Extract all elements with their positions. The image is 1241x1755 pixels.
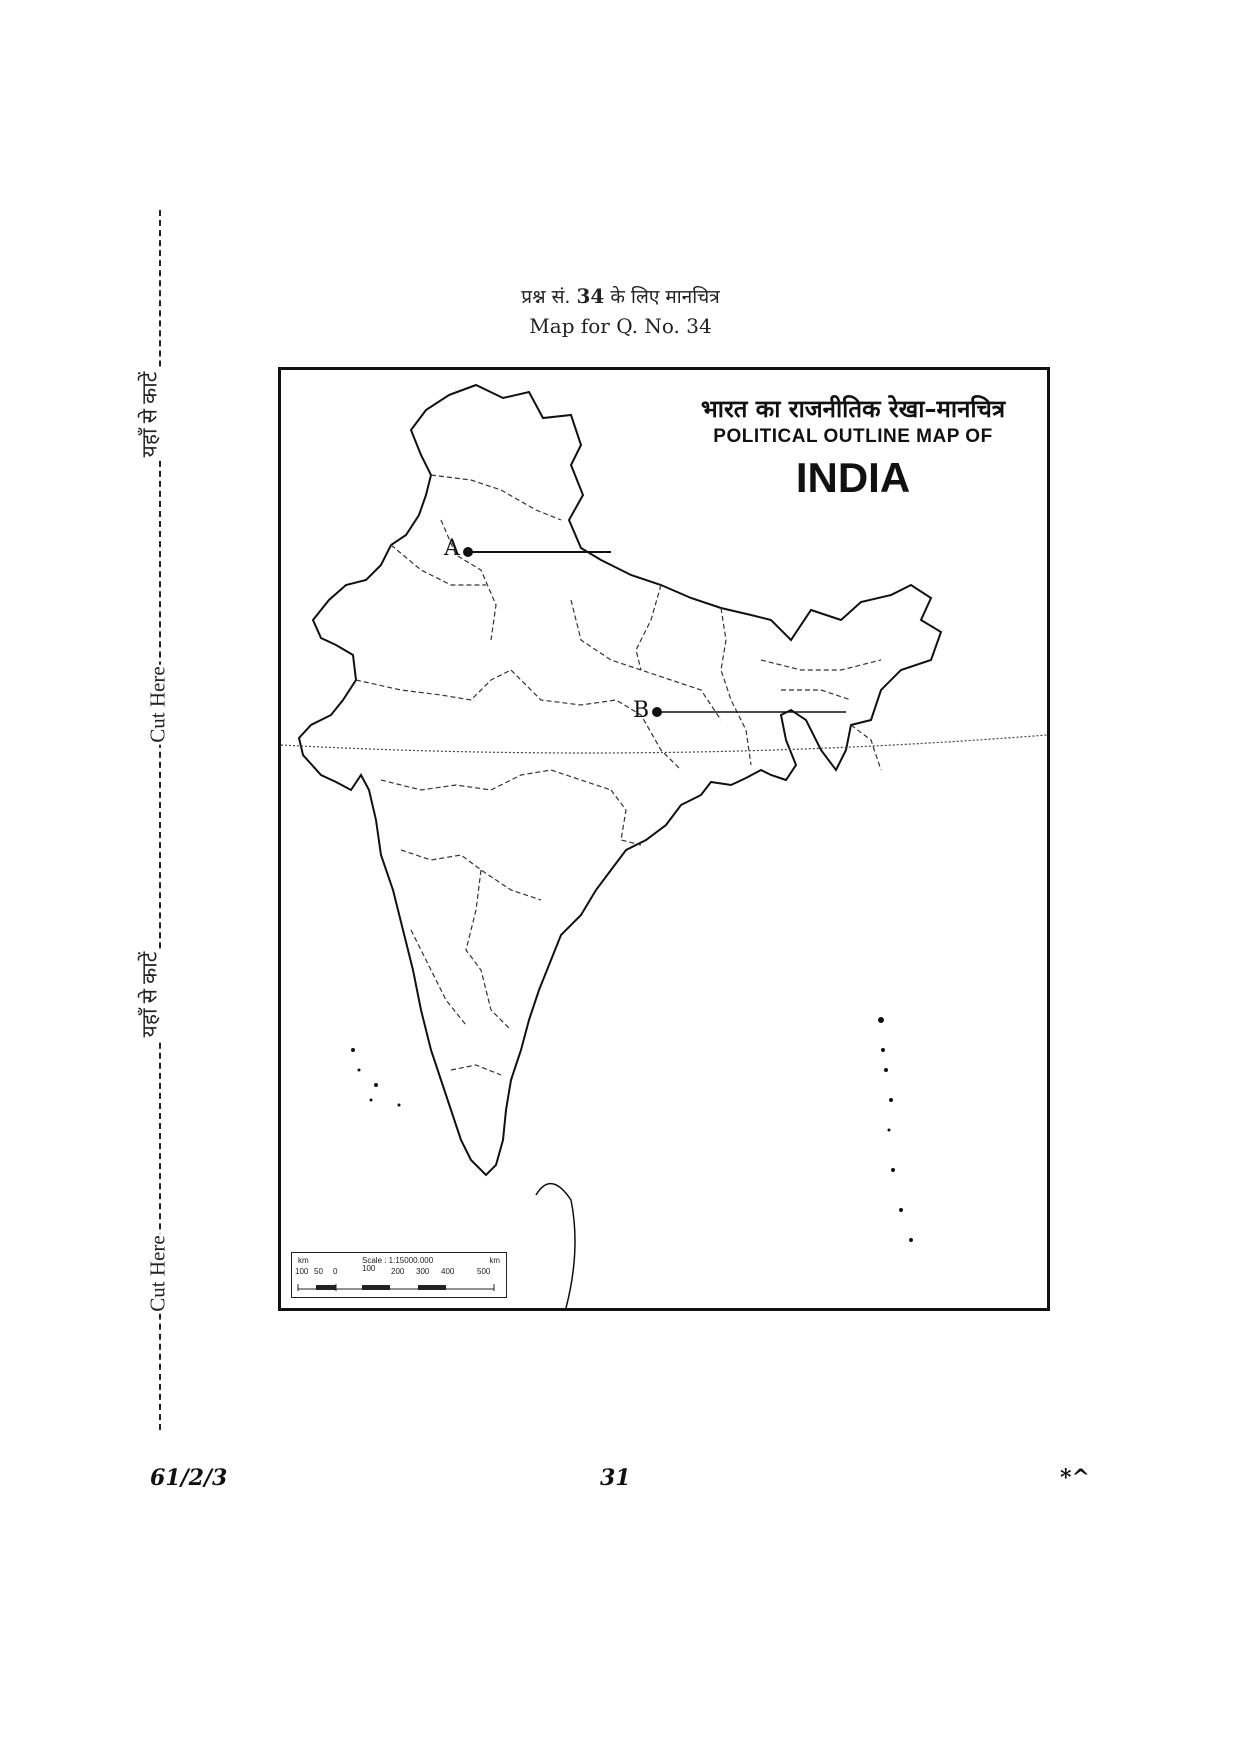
heading-question-number: 34 <box>576 284 605 308</box>
scale-title: Scale : 1:15000.000 <box>362 1256 434 1265</box>
scale-tick-label: 500 <box>477 1267 491 1276</box>
map-title-hindi: भारत का राजनीतिक रेखा–मानचित्र <box>700 395 1006 423</box>
paper-code: 61/2/3 <box>150 1465 228 1491</box>
cut-here-hindi-label: यहाँ से काटें <box>135 950 164 1040</box>
india-outline <box>299 385 941 1175</box>
question-heading-english: Map for Q. No. 34 <box>529 314 712 338</box>
page-number: 31 <box>600 1465 631 1491</box>
cut-here-hindi-label: यहाँ से काटें <box>135 370 164 460</box>
tropic-of-cancer <box>281 735 1047 753</box>
scale-left-unit: km <box>298 1256 309 1265</box>
point-b-label: B <box>633 698 650 723</box>
scale-ruler <box>294 1279 504 1295</box>
islands <box>351 1017 913 1242</box>
cut-here-label: Cut Here <box>144 664 173 744</box>
heading-hindi-suffix: के लिए मानचित्र <box>610 286 720 308</box>
scale-right-unit: km <box>489 1256 500 1265</box>
state-boundaries <box>356 475 881 1075</box>
scale-tick-label: 50 <box>314 1267 323 1276</box>
footer-mark: *^ <box>1060 1465 1090 1491</box>
map-scale-bar <box>291 1252 507 1298</box>
heading-hindi-prefix: प्रश्न सं. <box>521 286 571 308</box>
scale-tick-label: 200 <box>391 1267 405 1276</box>
map-title-english: POLITICAL OUTLINE MAP OF <box>713 426 993 447</box>
scale-tick-label: 300 <box>416 1267 430 1276</box>
map-title-country: INDIA <box>795 454 911 501</box>
map-drawing <box>281 370 1047 1308</box>
cut-here-label: Cut Here <box>144 1233 173 1313</box>
question-heading-hindi <box>0 283 1241 309</box>
scale-tick-label: 400 <box>441 1267 455 1276</box>
scale-tick-label: 0 <box>333 1267 338 1276</box>
scale-tick-label: 100 <box>295 1267 309 1276</box>
point-a-label: A <box>444 536 460 561</box>
india-outline-map <box>278 367 1050 1311</box>
scale-tick-label: 100 <box>362 1264 376 1273</box>
sri-lanka-outline <box>536 1184 575 1308</box>
